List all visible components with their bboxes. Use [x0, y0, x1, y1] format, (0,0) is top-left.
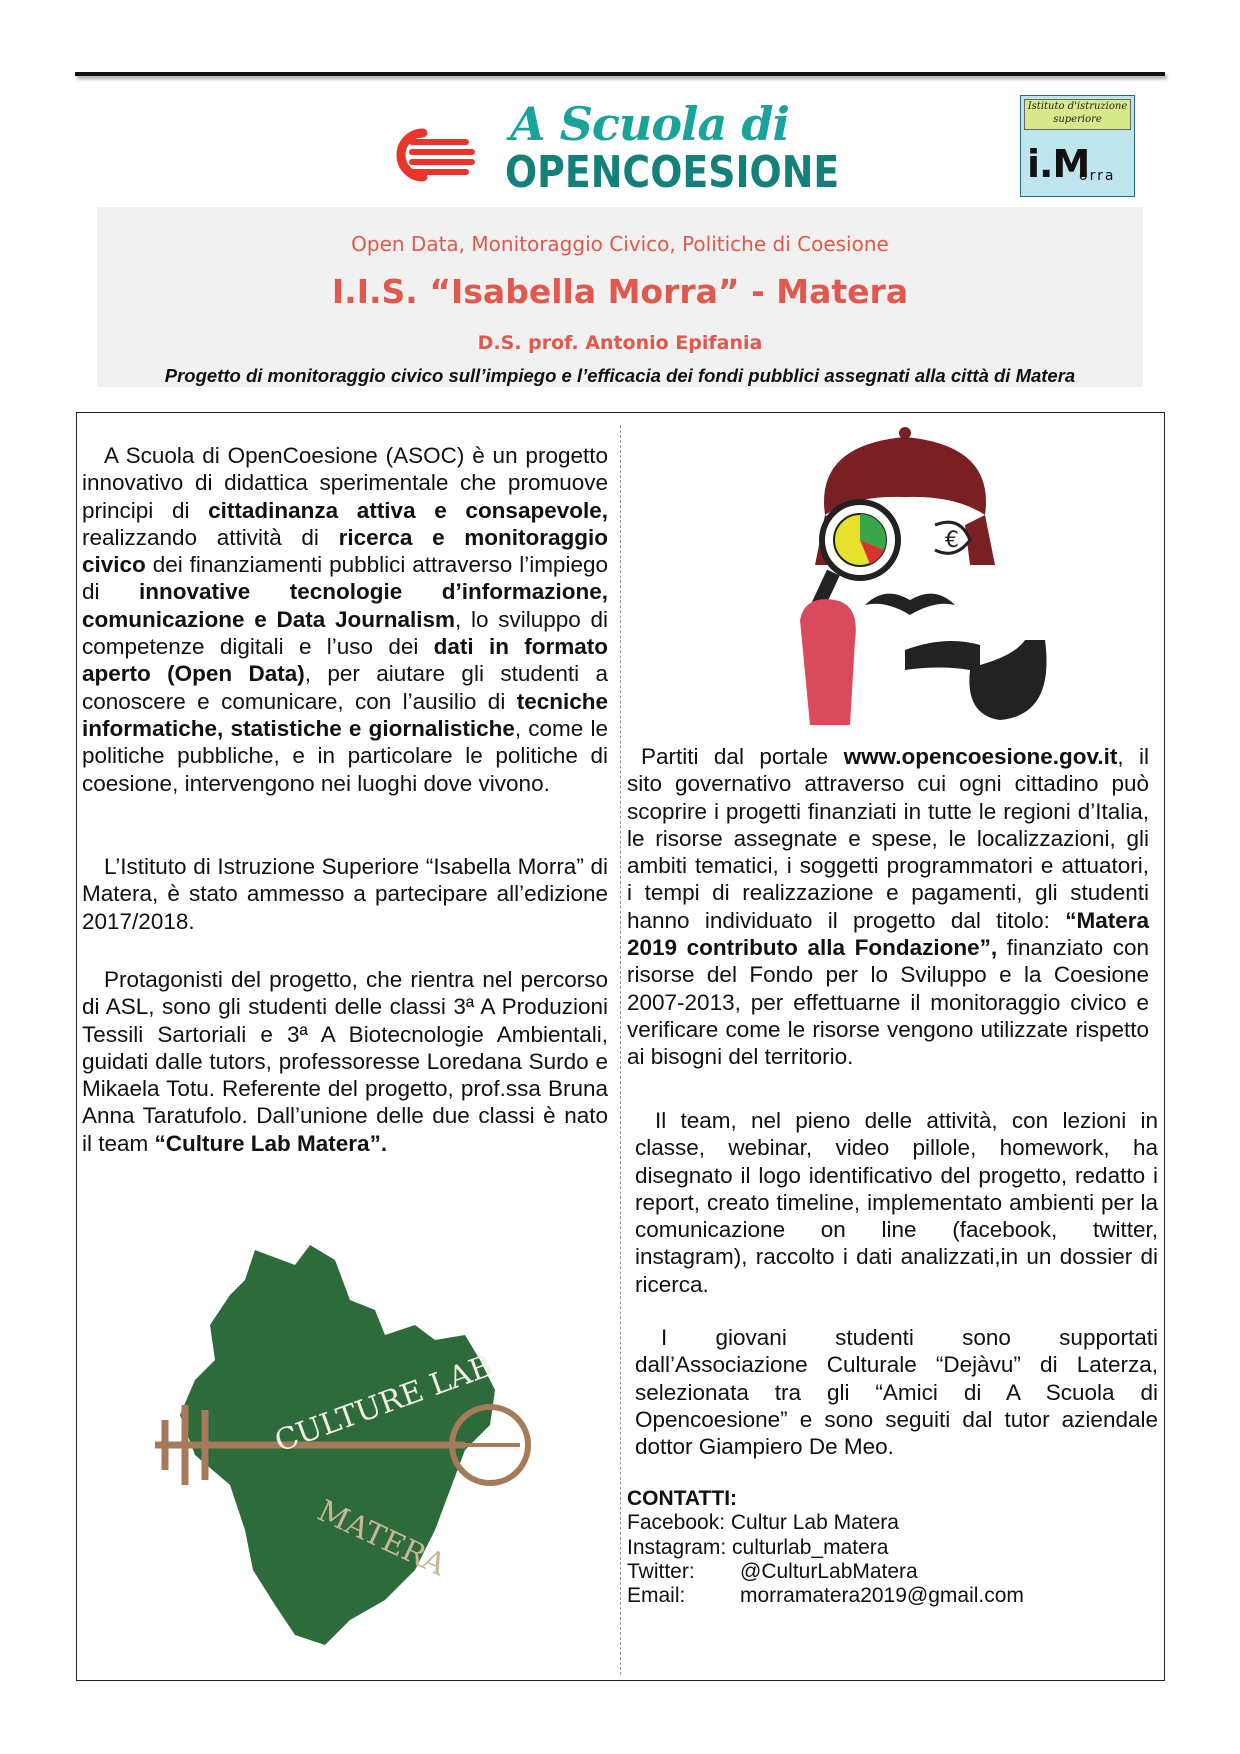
paragraph-protagonists [82, 966, 608, 1157]
text-run: finanziato con risorse del Fondo per lo Sviluppo e la Coesione 2007-2013, per effettuarne il monitoraggio civico e verificare come le risorse vengono utilizzate rispetto ai bisogni del territorio. [627, 935, 1149, 1070]
bold-text-run: innovative tecnologie d’informazione, comunicazione e Data Journalism [82, 579, 608, 632]
paragraph-asoc [82, 442, 608, 797]
contacts-title: CONTATTI: [627, 1487, 738, 1510]
contact-twitter-value: @CulturLabMatera [740, 1559, 918, 1583]
bold-text-run: ricerca e monitoraggio civico [82, 524, 608, 578]
logo-line1: A Scuola di [510, 97, 789, 151]
detective-illustration [755, 425, 1055, 735]
moustache-icon [865, 594, 955, 615]
paragraph-admission [82, 853, 608, 935]
contact-instagram: Instagram: culturlab_matera [627, 1535, 889, 1559]
hand-icon [800, 599, 856, 725]
header-title: I.I.S. “Isabella Morra” - Matera [331, 272, 909, 311]
asoc-logo-mark-icon [375, 125, 485, 185]
header-principal: D.S. prof. Antonio Epifania [477, 332, 763, 354]
svg-text:€: € [945, 528, 959, 553]
culture-lab-logo [135, 1240, 555, 1650]
text-run: I giovani studenti sono supportati dall’Associazione Culturale “Dejàvu” di Laterza, selezionata tra gli “Amici di A Scuola di Opencoesione” e sono seguiti dal tutor aziendale dottor Giampiero De Meo. [635, 1325, 1158, 1460]
text-run: , lo sviluppo di competenze digitali e l’uso dei [82, 606, 608, 660]
text-run: , per aiutare gli studenti a conoscere e comunicare, con l’ausilio di [82, 661, 608, 714]
contact-email-value: morramatera2019@gmail.com [740, 1584, 1024, 1608]
logo-line2: OPENCOESIONE [505, 147, 840, 198]
text-run: , il sito governativo attraverso cui ogni cittadino può scoprire i progetti finanziati in tutte le regioni d’Italia, le risorse assegnate e spese, le localizzazioni, gli ambiti tematici, i soggetti programmatori e attuatori, i tempi di realizzazione e pagamenti, gli studenti hanno individuato il progetto dal titolo: [627, 744, 1149, 933]
text-run: , come le politiche pubbliche, e in particolare le politiche di coesione, intervengono nei luoghi dove vivono. [82, 715, 608, 796]
contact-email-label: Email: [627, 1584, 686, 1608]
contact-facebook: Facebook: Cultur Lab Matera [627, 1511, 899, 1535]
contacts-block [627, 1487, 1024, 1608]
asoc-logo [375, 95, 840, 205]
text-run: Partiti dal portale [641, 744, 844, 769]
school-logo-initials: i.M [1027, 142, 1090, 186]
school-logo [1020, 95, 1135, 197]
paragraph-portal [627, 743, 1149, 1071]
top-rule [75, 72, 1165, 76]
column-divider [620, 425, 621, 1675]
school-logo-caption: Istituto d'istruzione superiore [1024, 99, 1131, 130]
bold-text-run: cittadinanza attiva e consapevole, [208, 497, 608, 523]
bold-text-run: tecniche informatiche, statistiche e giornalistiche [82, 688, 608, 741]
text-run: L’Istituto di Istruzione Superiore “Isabella Morra” di Matera, è stato ammesso a partecipare all’edizione 2017/2018. [82, 854, 608, 934]
paragraph-supporters [635, 1324, 1158, 1460]
header-box [97, 207, 1143, 387]
school-logo-suffix: orra [1079, 168, 1116, 184]
header-subtitle: Open Data, Monitoraggio Civico, Politiche di Coesione [351, 232, 889, 256]
text-run: Il team, nel pieno delle attività, con lezioni in classe, webinar, video pillole, homework, ha disegnato il logo identificativo del progetto, redatto i report, creato timeline, implementato ambienti per la comunicazione on line (facebook, twitter, instagram), raccolto i dati analizzati,in un dossier di ricerca. [635, 1108, 1158, 1297]
contact-twitter [627, 1560, 1024, 1584]
contact-email [627, 1584, 1024, 1608]
bold-text-run: www.opencoesione.gov.it [843, 744, 1118, 769]
header-project: Progetto di monitoraggio civico sull’impiego e l’efficacia dei fondi pubblici assegnati alla città di Matera [164, 365, 1076, 386]
paragraph-team [635, 1107, 1158, 1298]
pipe-icon [905, 640, 1047, 720]
bold-text-run: “Matera 2019 contributo alla Fondazione”, [627, 907, 1149, 961]
text-run: dei finanziamenti pubblici attraverso l’impiego di [82, 552, 608, 605]
bold-text-run: “Culture Lab Matera”. [154, 1130, 388, 1156]
map-text-matera: MATERA [312, 1493, 451, 1584]
text-run: A Scuola di OpenCoesione (ASOC) è un progetto innovativo di didattica sperimentale che promuove principi di [82, 443, 608, 523]
bold-text-run: dati in formato aperto (Open Data) [82, 634, 608, 687]
text-run: realizzando attività di [82, 524, 339, 550]
text-run: Protagonisti del progetto, che rientra nel percorso di ASL, sono gli studenti delle classi 3ª A Produzioni Tessili Sartoriali e 3ª A Biotecnologie Ambientali, guidati dalle tutors, professoresse Loredana Surdo e Mikaela Totu. Referente del progetto, prof.ssa Bruna Anna Taratufolo. Dall’unione delle due classi è nato il team [82, 967, 608, 1156]
contact-twitter-label: Twitter: [627, 1559, 695, 1583]
map-text-culture-lab: CULTURE LAB [270, 1348, 498, 1460]
